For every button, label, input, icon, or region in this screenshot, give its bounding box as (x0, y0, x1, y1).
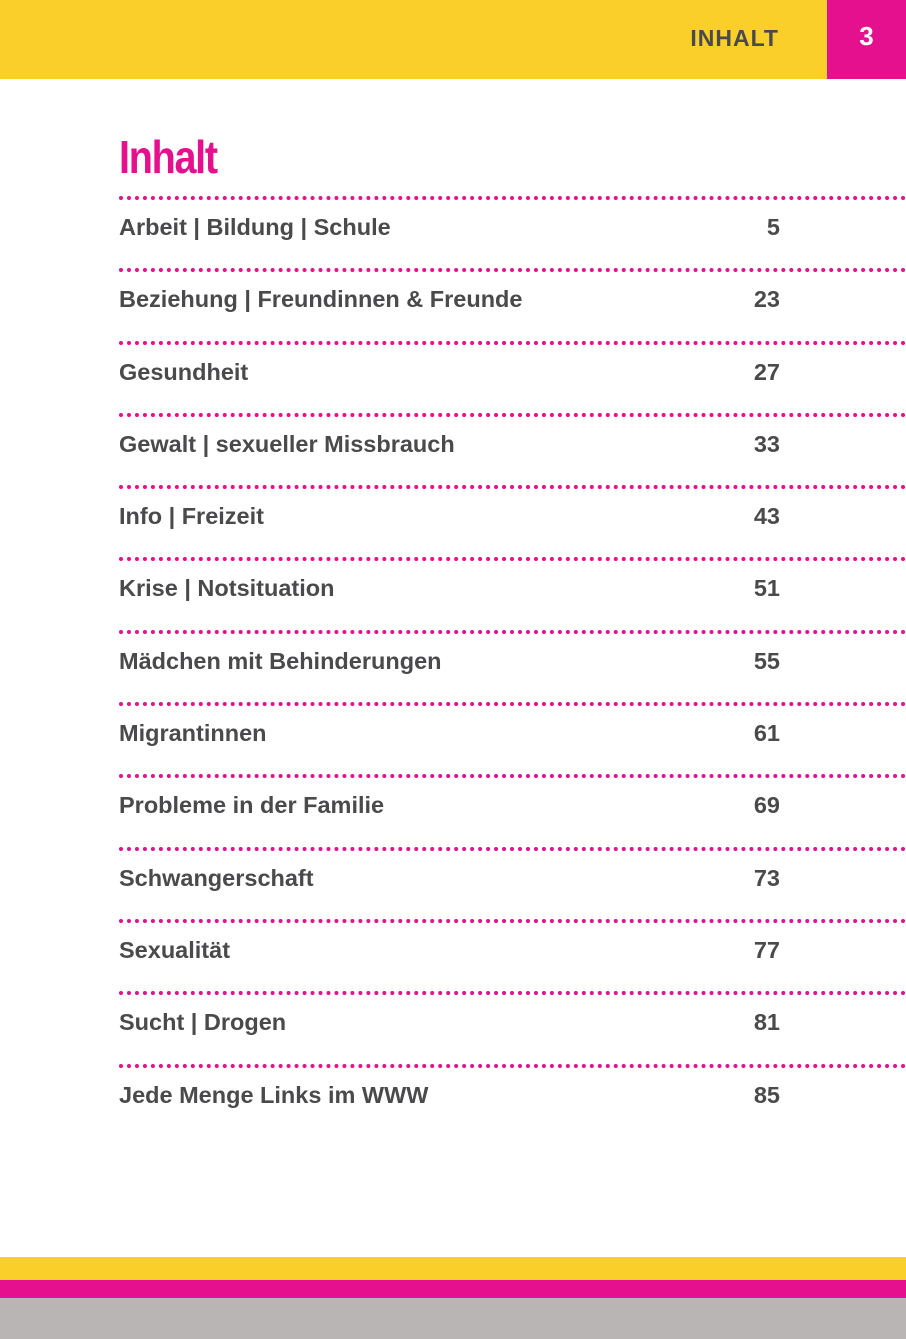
toc-entry-label: Sexualität (119, 936, 231, 963)
toc-entry-familie[interactable] (119, 774, 906, 846)
toc-entry-page: 69 (753, 792, 780, 819)
toc-entry-links[interactable] (119, 1064, 906, 1136)
toc-entry-beziehung[interactable] (119, 268, 906, 340)
toc-entry-schwangerschaft[interactable] (119, 847, 906, 919)
toc-entry-gesundheit[interactable] (119, 341, 906, 413)
footer-band-yellow (0, 1257, 906, 1280)
toc-entry-migrantinnen[interactable] (119, 702, 906, 774)
header-bar (0, 0, 906, 79)
toc-entry-label: Sucht | Drogen (119, 1009, 287, 1036)
table-of-contents (119, 196, 906, 1136)
toc-entry-label: Schwangerschaft (119, 864, 314, 891)
toc-entry-maedchen[interactable] (119, 630, 906, 702)
toc-entry-krise[interactable] (119, 557, 906, 629)
toc-entry-page: 73 (753, 864, 780, 891)
toc-entry-label: Jede Menge Links im WWW (119, 1081, 429, 1108)
toc-entry-gewalt[interactable] (119, 413, 906, 485)
footer-band-magenta (0, 1280, 906, 1298)
toc-entry-label: Gesundheit (119, 358, 249, 385)
footer-band-gray (0, 1298, 906, 1339)
page-number-badge (827, 0, 906, 79)
page-title: Inhalt (119, 131, 217, 183)
toc-entry-arbeit[interactable] (119, 196, 906, 268)
toc-entry-page: 5 (766, 214, 780, 240)
toc-entry-label: Krise | Notsituation (119, 575, 335, 602)
toc-entry-page: 51 (753, 575, 780, 602)
toc-entry-page: 27 (753, 358, 780, 385)
toc-entry-page: 33 (753, 430, 780, 457)
toc-entry-page: 55 (753, 647, 780, 674)
toc-entry-page: 23 (753, 286, 780, 313)
toc-entry-info[interactable] (119, 485, 906, 557)
toc-entry-label: Beziehung | Freundinnen & Freunde (119, 286, 523, 313)
toc-entry-label: Probleme in der Familie (119, 792, 385, 819)
toc-entry-label: Info | Freizeit (119, 503, 264, 530)
toc-entry-page: 77 (753, 936, 780, 963)
toc-entry-page: 61 (753, 720, 780, 747)
toc-entry-label: Gewalt | sexueller Missbrauch (119, 430, 455, 457)
toc-entry-page: 81 (753, 1009, 780, 1036)
toc-entry-label: Arbeit | Bildung | Schule (119, 214, 391, 240)
toc-entry-label: Migrantinnen (119, 720, 267, 747)
section-label: INHALT (690, 25, 779, 51)
toc-entry-page: 85 (753, 1081, 780, 1108)
toc-entry-sexualitaet[interactable] (119, 919, 906, 991)
toc-entry-page: 43 (753, 503, 780, 530)
toc-entry-sucht[interactable] (119, 991, 906, 1063)
page-number: 3 (859, 21, 874, 51)
toc-entry-label: Mädchen mit Behinderungen (119, 647, 442, 674)
